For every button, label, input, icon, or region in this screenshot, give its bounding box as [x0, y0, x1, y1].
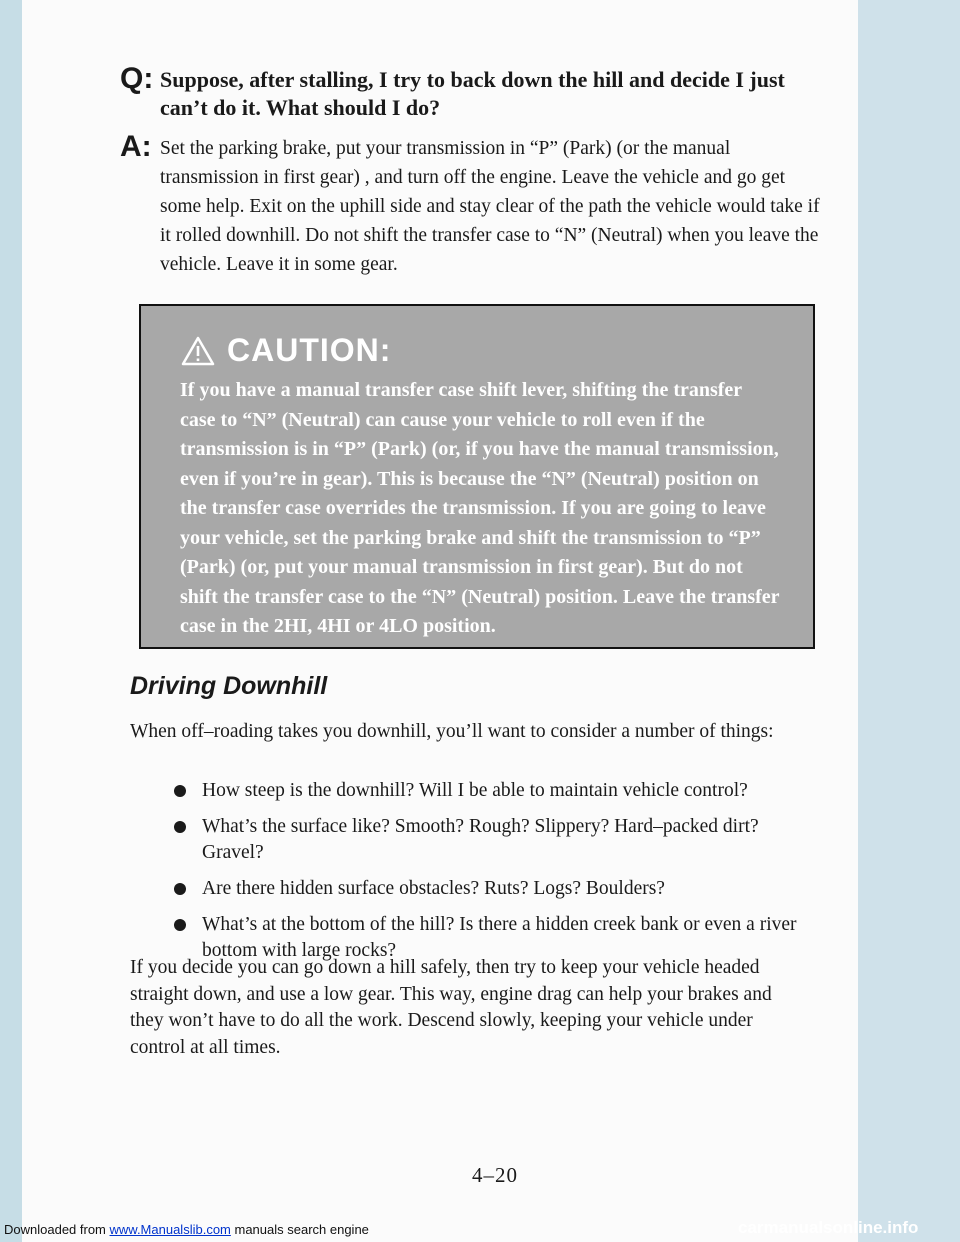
bullet-text: How steep is the downhill? Will I be able to maintain vehicle control?	[202, 780, 748, 801]
left-margin	[0, 0, 22, 1242]
question-text: Suppose, after stalling, I try to back down the hill and decide I just can’t do it. What should I do?	[160, 67, 785, 120]
bullet-icon	[174, 919, 186, 931]
bullet-list	[130, 778, 820, 974]
bullet-icon	[174, 785, 186, 797]
answer-text: Set the parking brake, put your transmission in “P” (Park) (or the manual transmission in first gear) , and turn off the engine. Leave the vehicle and go get some help. Exit on the uphill side and stay clear of the path the vehicle would take if it rolled downhill. Do not shift the transfer case to “N” (Neutral) when you leave the vehicle. Leave it in some gear.	[160, 138, 820, 275]
question-block	[120, 62, 820, 122]
bullet-text: What’s at the bottom of the hill? Is there a hidden creek bank or even a river bottom with large rocks?	[202, 914, 797, 961]
warning-triangle-icon	[181, 336, 215, 366]
section-heading: Driving Downhill	[130, 672, 328, 700]
caution-title: CAUTION:	[227, 332, 392, 368]
list-item	[130, 778, 820, 804]
question-marker: Q:	[120, 62, 154, 95]
right-margin	[858, 0, 960, 1242]
caution-text: If you have a manual transfer case shift lever, shifting the transfer case to “N” (Neutral) can cause your vehicle to roll even if the transmission is in “P” (Park) (or, if you have the manual transmission, even if you’re in gear). This is because the “N” (Neutral) position on the transfer case overrides the transmission. If you are going to leave your vehicle, set the parking brake and shift the transmission to “P” (Park) (or, put your manual transmission in first gear). But do not shift the transfer case to the “N” (Neutral) position. Leave the transfer case in the 2HI, 4HI or 4LO position.	[180, 379, 780, 637]
manualslib-link[interactable]: www.Manualslib.com	[109, 1222, 231, 1237]
bullet-icon	[174, 883, 186, 895]
caution-header	[181, 332, 391, 369]
answer-block	[120, 130, 820, 279]
bullet-text: What’s the surface like? Smooth? Rough? Slippery? Hard–packed dirt? Gravel?	[202, 816, 759, 863]
list-item	[130, 876, 820, 902]
page-number: 4–20	[472, 1163, 518, 1187]
footer-suffix: manuals search engine	[230, 1222, 369, 1237]
bullet-icon	[174, 821, 186, 833]
footer-prefix: Downloaded from	[4, 1222, 110, 1237]
section-intro: When off–roading takes you downhill, you’ll want to consider a number of things:	[130, 721, 774, 742]
caution-box	[139, 304, 815, 649]
closing-paragraph: If you decide you can go down a hill safely, then try to keep your vehicle headed straight down, and use a low gear. This way, engine drag can help your brakes and they won’t have to do all the work. Descend slowly, keeping your vehicle under control at all times.	[130, 957, 772, 1058]
bullet-text: Are there hidden surface obstacles? Ruts? Logs? Boulders?	[202, 878, 665, 899]
watermark: carmanualsonline.info	[738, 1218, 919, 1237]
download-footer	[4, 1222, 369, 1237]
answer-marker: A:	[120, 130, 152, 163]
list-item	[130, 814, 820, 866]
